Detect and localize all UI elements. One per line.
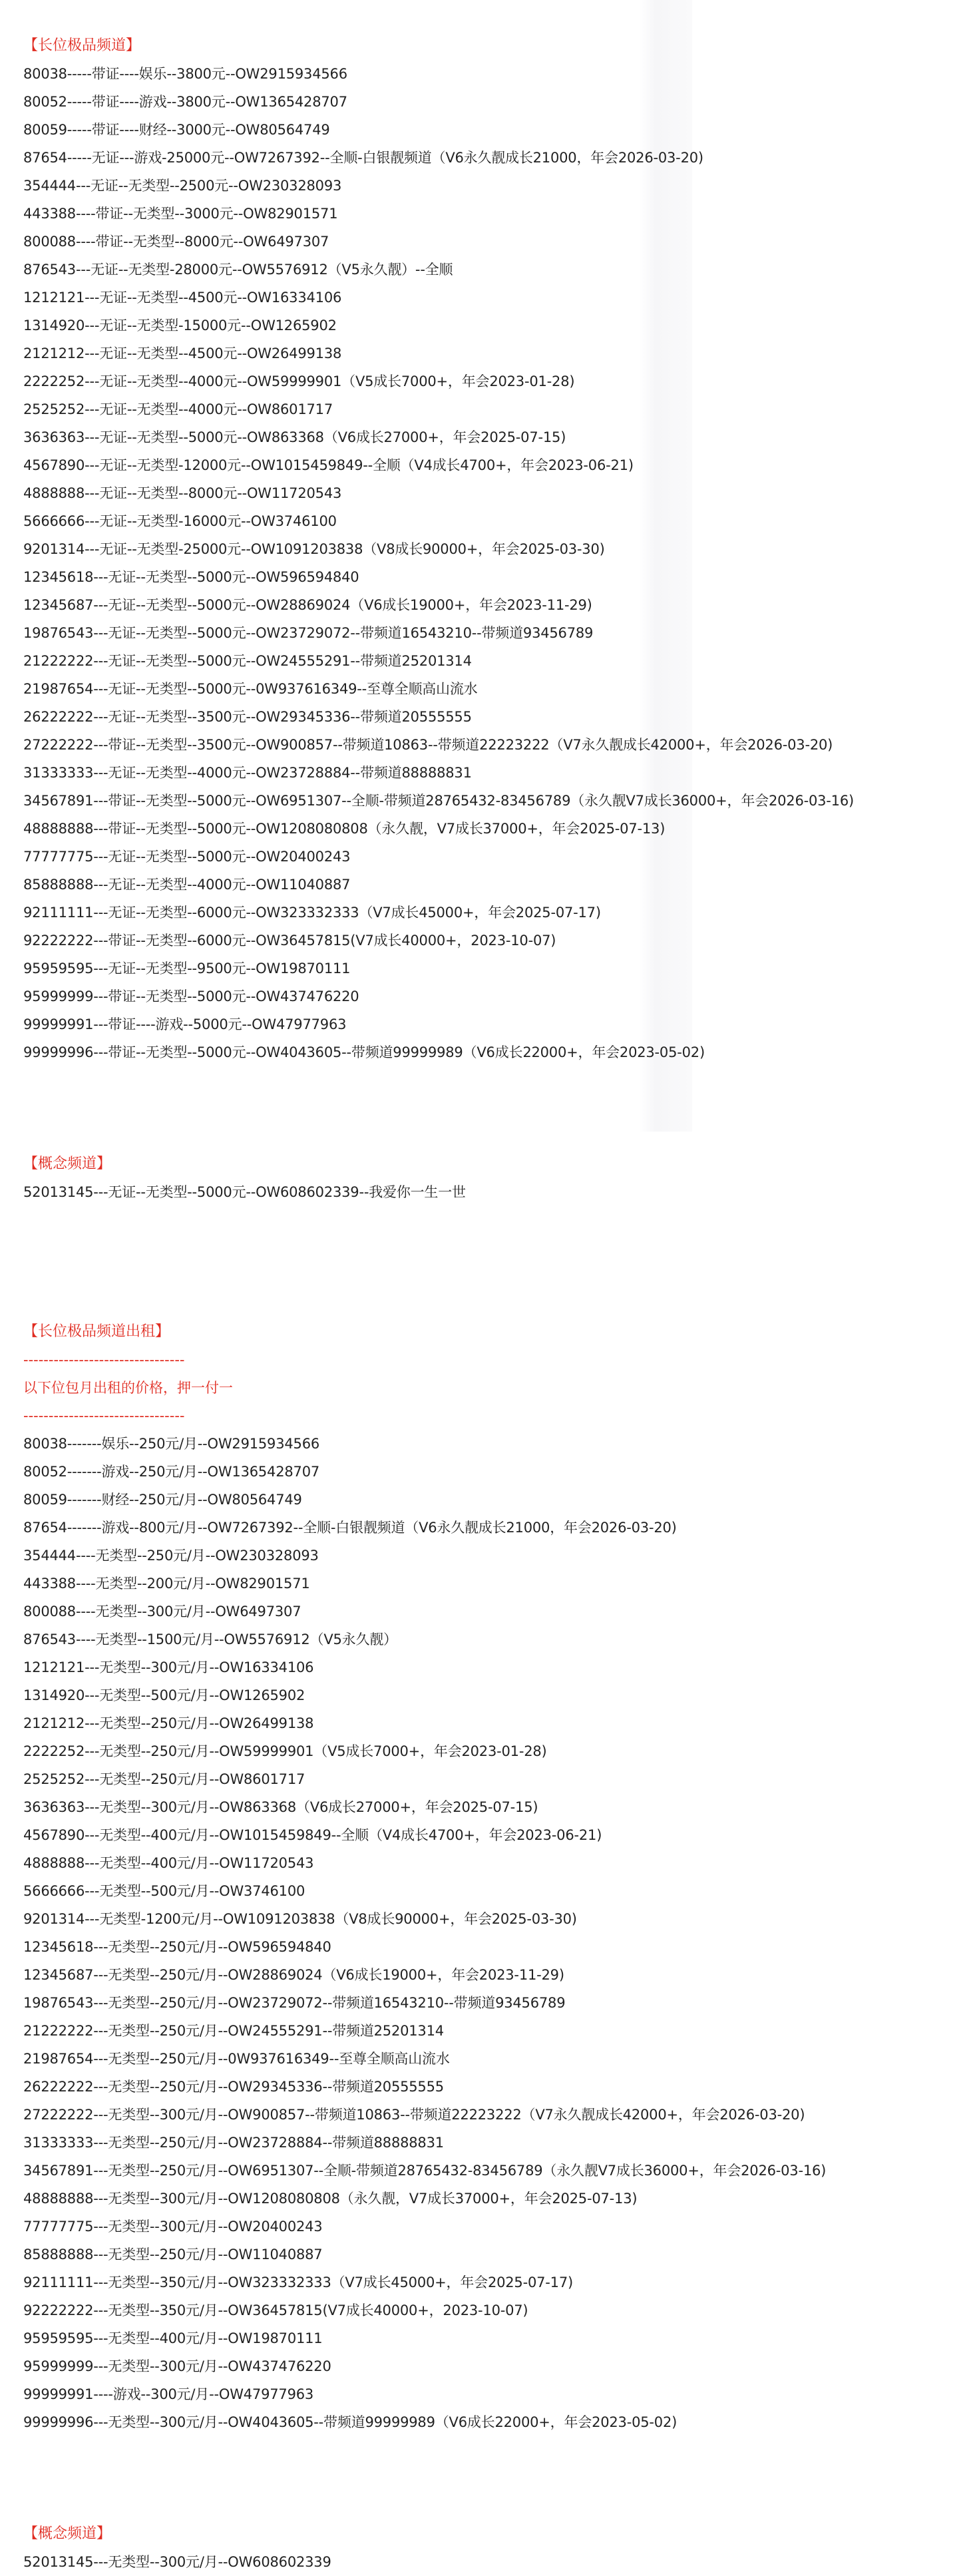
list-item: 1314920---无类型--500元/月--OW1265902 [23, 1687, 305, 1703]
list-item: 5666666---无类型--500元/月--OW3746100 [23, 1883, 305, 1899]
list-item: 99999996---带证--无类型--5000元--OW4043605--带频道99999989（V6成长22000+，年会2023-05-02) [23, 1044, 705, 1060]
list-item: 4567890---无类型--400元/月--OW1015459849--全顺（V4成长4700+，年会2023-06-21) [23, 1827, 602, 1843]
spacer [23, 1206, 968, 1318]
list-item: 354444----无类型--250元/月--OW230328093 [23, 1548, 319, 1564]
list-item: 80052-----带证----游戏--3800元--OW1365428707 [23, 94, 347, 110]
list-item: 12345687---无类型--250元/月--OW28869024（V6成长19000+，年会2023-11-29) [23, 1967, 564, 1983]
section-premium-channels [23, 32, 968, 1066]
list-item: 2525252---无类型--250元/月--OW8601717 [23, 1771, 305, 1787]
list-item: 2121212---无证--无类型--4500元--OW26499138 [23, 345, 342, 361]
list-item: 77777775---无证--无类型--5000元--OW20400243 [23, 849, 351, 865]
list-item: 77777775---无类型--300元/月--OW20400243 [23, 2219, 323, 2235]
list-item: 12345687---无证--无类型--5000元--OW28869024（V6成长19000+，年会2023-11-29) [23, 597, 592, 613]
divider-line: -------------------------------- [23, 1408, 185, 1424]
list-item: 443388----带证--无类型--3000元--OW82901571 [23, 206, 338, 222]
list-item: 92111111---无类型--350元/月--OW323332333（V7成长45000+，年会2025-07-17) [23, 2274, 573, 2290]
list-item: 34567891---无类型--250元/月--OW6951307--全顺-带频道28765432-83456789（永久靓V7成长36000+，年会2026-03-16) [23, 2163, 827, 2179]
list-item: 21987654---无证--无类型--5000元--0W937616349--至尊全顺高山流水 [23, 681, 478, 697]
list-item: 876543----无类型--1500元/月--OW5576912（V5永久靓） [23, 1631, 397, 1647]
section-title: 【长位极品频道】 [23, 37, 141, 54]
list-item: 95959595---无类型--400元/月--OW19870111 [23, 2330, 323, 2346]
rental-list [23, 2548, 968, 2576]
list-item: 3636363---无证--无类型--5000元--OW863368（V6成长27000+，年会2025-07-15) [23, 429, 566, 445]
list-item: 1314920---无证--无类型-15000元--OW1265902 [23, 318, 337, 333]
spacer [23, 2436, 968, 2520]
list-item: 48888888---无类型--300元/月--OW1208080808（永久靓，V7成长37000+，年会2025-07-13) [23, 2191, 638, 2207]
channel-list [23, 60, 968, 1066]
list-item: 34567891---带证--无类型--5000元--OW6951307--全顺-带频道28765432-83456789（永久靓V7成长36000+，年会2026-03-16) [23, 793, 854, 809]
list-item: 92222222---无类型--350元/月--OW36457815(V7成长40000+，2023-10-07) [23, 2302, 528, 2318]
list-item: 95999999---带证--无类型--5000元--OW437476220 [23, 988, 359, 1004]
list-item: 85888888---无类型--250元/月--OW11040887 [23, 2247, 323, 2262]
list-item: 876543---无证--无类型-28000元--OW5576912（V5永久靓）--全顺 [23, 262, 453, 278]
list-item: 31333333---无证--无类型--4000元--OW23728884--带频道88888831 [23, 765, 472, 781]
list-item: 95959595---无证--无类型--9500元--OW19870111 [23, 961, 351, 976]
list-item: 80059-----带证----财经--3000元--OW80564749 [23, 122, 330, 138]
spacer [23, 1066, 968, 1150]
list-item: 9201314---无类型-1200元/月--OW1091203838（V8成长90000+，年会2025-03-30) [23, 1911, 577, 1927]
list-item: 27222222---带证--无类型--3500元--OW900857--带频道10863--带频道22223222（V7永久靓成长42000+，年会2026-03-20) [23, 737, 833, 753]
list-item: 31333333---无类型--250元/月--OW23728884--带频道88888831 [23, 2135, 444, 2151]
list-item: 19876543---无类型--250元/月--OW23729072--带频道16543210--带频道93456789 [23, 1995, 566, 2011]
list-item: 87654-------游戏--800元/月--OW7267392--全顺-白银靓频道（V6永久靓成长21000，年会2026-03-20) [23, 1520, 677, 1536]
list-item: 800088----带证--无类型--8000元--OW6497307 [23, 234, 329, 250]
list-item: 12345618---无证--无类型--5000元--OW596594840 [23, 569, 359, 585]
divider-line: -------------------------------- [23, 1352, 185, 1368]
list-item: 5666666---无证--无类型-16000元--OW3746100 [23, 513, 337, 529]
list-item: 95999999---无类型--300元/月--OW437476220 [23, 2358, 331, 2374]
rental-terms-note: 以下位包月出租的价格，押一付一 [23, 1380, 233, 1396]
list-item: 1212121---无类型--300元/月--OW16334106 [23, 1659, 314, 1675]
channel-list [23, 1178, 968, 1206]
list-item: 4567890---无证--无类型-12000元--OW1015459849--全顺（V4成长4700+，年会2023-06-21) [23, 457, 634, 473]
list-item: 21987654---无类型--250元/月--0W937616349--至尊全顺高山流水 [23, 2051, 450, 2067]
list-item: 80059-------财经--250元/月--OW80564749 [23, 1492, 302, 1508]
section-premium-channels-rental [23, 1318, 968, 2436]
list-item: 87654-----无证---游戏-25000元--OW7267392--全顺-白银靓频道（V6永久靓成长21000，年会2026-03-20) [23, 150, 703, 166]
list-item: 800088----无类型--300元/月--OW6497307 [23, 1604, 301, 1619]
list-item: 99999991----游戏--300元/月--OW47977963 [23, 2386, 314, 2402]
list-item: 2222252---无证--无类型--4000元--OW59999901（V5成长7000+，年会2023-01-28) [23, 373, 575, 389]
list-item: 92111111---无证--无类型--6000元--OW323332333（V7成长45000+，年会2025-07-17) [23, 905, 601, 921]
list-item: 2121212---无类型--250元/月--OW26499138 [23, 1715, 314, 1731]
list-item: 85888888---无证--无类型--4000元--OW11040887 [23, 877, 351, 893]
rental-list [23, 1430, 968, 2436]
list-item: 80038-------娱乐--250元/月--OW2915934566 [23, 1436, 320, 1452]
list-item: 4888888---无类型--400元/月--OW11720543 [23, 1855, 314, 1871]
list-item: 9201314---无证--无类型-25000元--OW1091203838（V8成长90000+，年会2025-03-30) [23, 541, 605, 557]
list-item: 48888888---带证--无类型--5000元--OW1208080808（永久靓，V7成长37000+，年会2025-07-13) [23, 821, 666, 837]
list-item: 52013145---无类型--300元/月--OW608602339 [23, 2554, 331, 2570]
section-title: 【概念频道】 [23, 1156, 112, 1172]
section-concept-channels-rental [23, 2520, 968, 2576]
list-item: 21222222---无证--无类型--5000元--OW24555291--带频道25201314 [23, 653, 472, 669]
list-item: 19876543---无证--无类型--5000元--OW23729072--带频道16543210--带频道93456789 [23, 625, 594, 641]
section-title: 【概念频道】 [23, 2525, 112, 2542]
list-item: 26222222---无类型--250元/月--OW29345336--带频道20555555 [23, 2079, 444, 2095]
list-item: 99999996---无类型--300元/月--OW4043605--带频道99999989（V6成长22000+，年会2023-05-02) [23, 2414, 678, 2430]
list-item: 3636363---无类型--300元/月--OW863368（V6成长27000+，年会2025-07-15) [23, 1799, 538, 1815]
list-item: 2222252---无类型--250元/月--OW59999901（V5成长7000+，年会2023-01-28) [23, 1743, 547, 1759]
list-item: 80052-------游戏--250元/月--OW1365428707 [23, 1464, 320, 1480]
list-item: 1212121---无证--无类型--4500元--OW16334106 [23, 290, 342, 306]
list-item: 27222222---无类型--300元/月--OW900857--带频道10863--带频道22223222（V7永久靓成长42000+，年会2026-03-20) [23, 2107, 805, 2123]
list-item: 2525252---无证--无类型--4000元--OW8601717 [23, 401, 333, 417]
list-item: 21222222---无类型--250元/月--OW24555291--带频道25201314 [23, 2023, 444, 2039]
list-item: 4888888---无证--无类型--8000元--OW11720543 [23, 485, 342, 501]
list-item: 52013145---无证--无类型--5000元--OW608602339--我爱你一生一世 [23, 1184, 466, 1200]
channel-listing-document [23, 32, 968, 2576]
list-item: 26222222---无证--无类型--3500元--OW29345336--带频道20555555 [23, 709, 472, 725]
list-item: 354444---无证--无类型--2500元--OW230328093 [23, 178, 342, 194]
list-item: 12345618---无类型--250元/月--OW596594840 [23, 1939, 331, 1955]
list-item: 80038-----带证----娱乐--3800元--OW2915934566 [23, 66, 347, 82]
list-item: 443388----无类型--200元/月--OW82901571 [23, 1576, 310, 1592]
list-item: 92222222---带证--无类型--6000元--OW36457815(V7成长40000+，2023-10-07) [23, 933, 556, 949]
section-title: 【长位极品频道出租】 [23, 1323, 170, 1340]
list-item: 99999991---带证----游戏--5000元--OW47977963 [23, 1016, 347, 1032]
section-concept-channels [23, 1150, 968, 1206]
